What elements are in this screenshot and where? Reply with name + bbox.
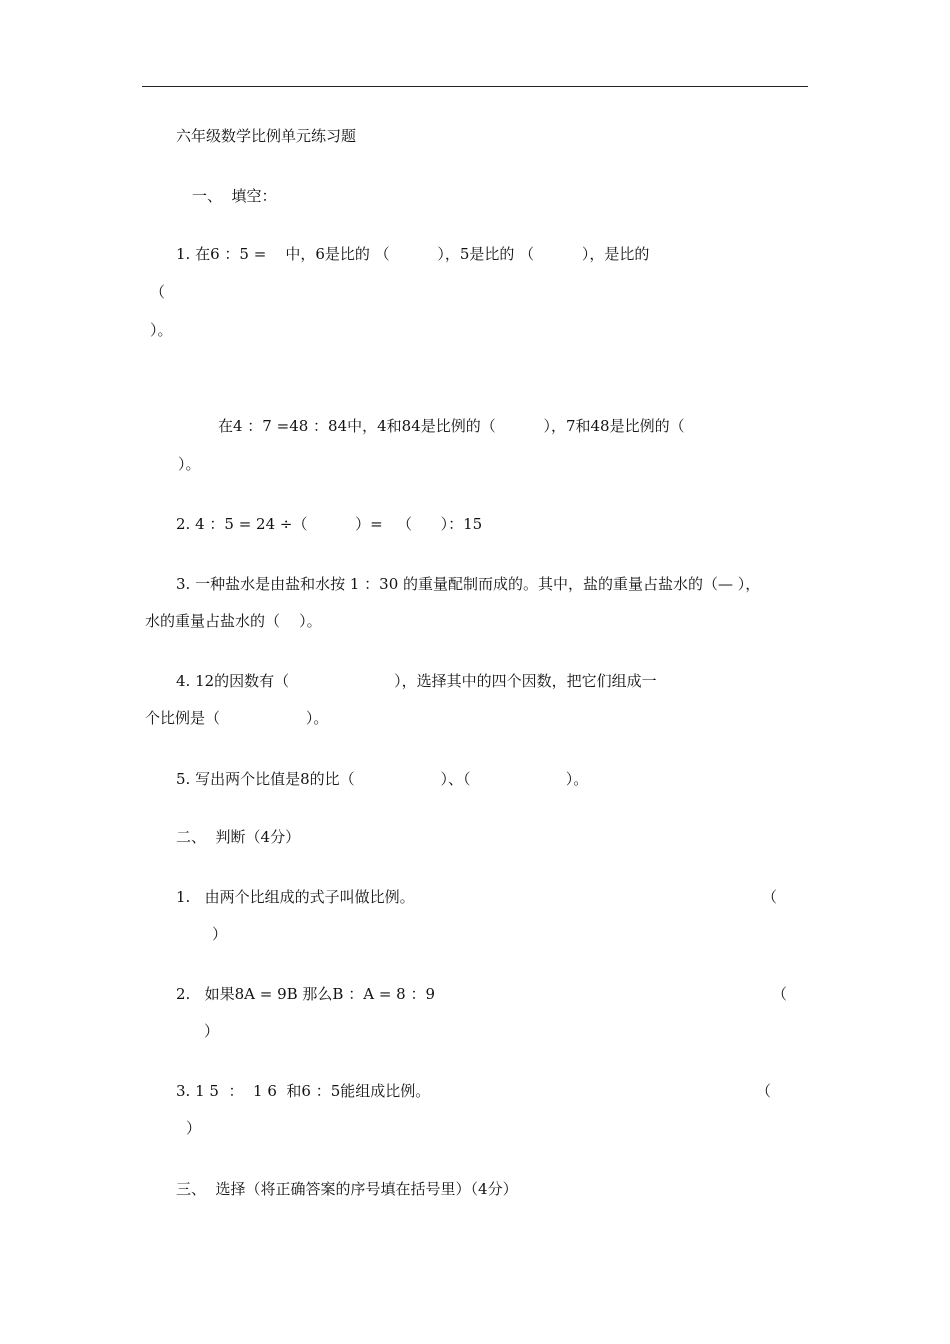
- fill-q3-line1: 3. 一种盐水是由盐和水按 1 ：30 的重量配制而成的。其中，盐的重量占盐水的（— ），: [176, 575, 761, 593]
- fill-q5: 5. 写出两个比值是8的比（ ）、（ ）。: [176, 770, 589, 788]
- fill-q1b-line1: 在4 ：7 =48 ：84中，4和84是比例的（ ），7和48是比例的（: [218, 417, 685, 435]
- fill-q1-line2: （: [150, 283, 166, 301]
- section-choose-heading: 三、 选择（将正确答案的序号填在括号里）（4分）: [176, 1180, 518, 1198]
- fill-q4-line2: 个比例是（ ）。: [145, 709, 329, 727]
- section-judge-heading: 二、 判断（4分）: [176, 828, 301, 846]
- judge-q1-close-paren: ）: [212, 925, 228, 943]
- judge-q2-text: 2. 如果8A = 9B 那么B ：A = 8 ：9: [176, 985, 436, 1003]
- fill-q3-line2: 水的重量占盐水的（ ）。: [145, 612, 322, 630]
- fill-q1-line1: 1. 在6 ：5 = 中，6是比的 （ ），5是比的 （ ），是比的: [176, 245, 650, 263]
- judge-q1-text: 1. 由两个比组成的式子叫做比例。: [176, 888, 415, 906]
- judge-q3-text: 3. 1 5 ： 1 6 和6 ：5能组成比例。: [176, 1082, 431, 1100]
- fill-q2: 2. 4 ：5 = 24 ÷（ ）= （ ）：15: [176, 515, 483, 533]
- fill-q1b-line2: ）。: [178, 455, 201, 473]
- section-fill-heading: 一、 填空：: [192, 187, 277, 205]
- page-title: 六年级数学比例单元练习题: [176, 127, 357, 145]
- fill-q4-line1: 4. 12的因数有（ ），选择其中的四个因数，把它们组成一: [176, 672, 657, 690]
- judge-q2-open-paren: （: [772, 985, 788, 1003]
- header-rule: [142, 86, 808, 87]
- judge-q1-open-paren: （: [762, 888, 778, 906]
- judge-q3-open-paren: （: [756, 1082, 772, 1100]
- judge-q2-close-paren: ）: [204, 1022, 220, 1040]
- judge-q3-close-paren: ）: [186, 1119, 202, 1137]
- fill-q1-line3: ）。: [150, 321, 173, 339]
